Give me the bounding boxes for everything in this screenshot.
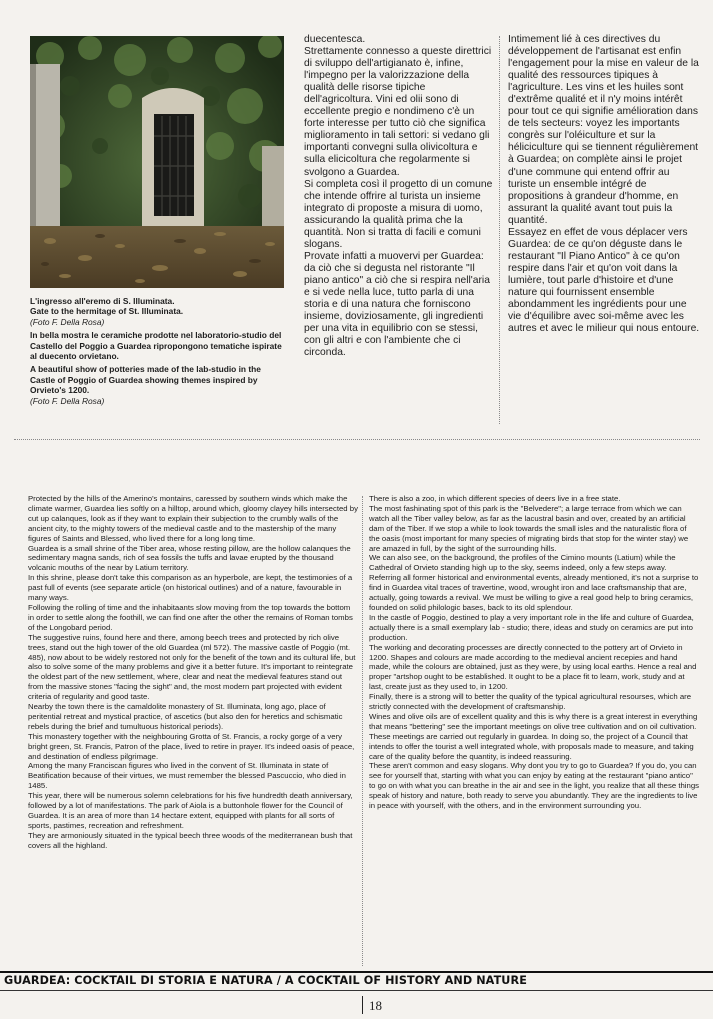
page-number-bar [362, 996, 363, 1014]
english-text-right-column [369, 494, 699, 811]
paragraph: Essayez en effet de vous déplacer vers Guardea: de ce qu'on déguste dans le restaurant "Il Piano Antico" à ce qu'on respire dans l'air et qu'on voit dans la lumière, tout parle d'histoire et d'une nature qui fournissent ensemble abondamment les ingrédients pour une vie d'équilibre avec soi-même avec les autres et avec le milieur qui nous entoure. [508, 226, 700, 335]
paragraph: The suggestive ruins, found here and there, among beech trees and protected by rich olive trees, stand out the high tower of the old Guardea (ml 572). The massive castle of Poggio (mt. 485), now about to be widely restored not only for the benefit of the town and its cultural life, but also to solve some of the many problems and give it a better future. It's important to reintegrate the oldest part of the new settlement, where, clear and neat the medieval features stand out from the massive stones "facing the sight" and, the most modern part projected with evident criteria of regularity and good taste. [28, 632, 356, 702]
paragraph: There is also a zoo, in which different species of deers live in a free state. [369, 494, 621, 503]
page-number: 18 [369, 998, 382, 1013]
caption-it-title: L'ingresso all'eremo di S. Illuminata. [30, 296, 175, 306]
hermitage-gate-photo [30, 36, 284, 288]
paragraph: Guardea is a small shrine of the Tiber area, whose resting pillow, are the hollow calanques the sedimentary magna sands, rich of sea fossils the tuffs and lavae erupted by the thousand volcanic mouths of the near by Latium territory. [28, 543, 351, 573]
caption-credit: (Foto F. Della Rosa) [30, 316, 105, 327]
paragraph: Provate infatti a muovervi per Guardea: da ciò che si degusta nel ristorante "Il piano antico" a ciò che si respira nell'aria e si vede nella luce, tutto parla di una storia e di una natura che forniscono insieme, doviziosamente, gli ingredienti per una vita in equilibrio con se stessi, con gli altri e con l'ambiente che ci circonda. [304, 250, 490, 359]
caption-en-title: Gate to the hermitage of St. Illuminata. [30, 306, 184, 317]
paragraph: These aren't common and easy slogans. Why dont you try to go to Guardea? If you do, you can see for yourself that, starting with what you can enjoy by eating at the restaurant "piano antico" to go on with what you can breathe in the air and see in the light, you realize that all these things speak of history and nature, both ready to serve you abundantly. They are the ingredients to live in peace with yourself, with the others, and in the environment surrounding you. [369, 761, 700, 811]
section-divider [14, 439, 700, 440]
paragraph: Wines and olive oils are of excellent quality and this is why there is a great interest in everything that means "bettering" see the important meetings on olive tree cultivation and on oil cultivation. [369, 711, 698, 731]
paragraph: Strettamente connesso a queste direttrici di sviluppo dell'artigianato è, infine, l'impegno per la valorizzazione della qualità delle risorse tipiche dell'agricoltura. Vini ed olii sono di eccellente pregio e nondimeno c'è un forte interesse per tutto ciò che significa miglioramento in tali settori: si vedano gli importanti convegni sulla olivicoltura e sulla elicicoltura che regolarmente si svolgono a Guardea. [304, 46, 492, 178]
caption-en-pottery: A beautiful show of potteries made of the lab-studio in the Castle of Poggio of Guardea showing themes inspired by Orvieto's 1200. [30, 364, 261, 396]
column-divider [499, 36, 500, 424]
english-text-left-column [28, 494, 358, 851]
paragraph: Protected by the hills of the Amerino's montains, caressed by southern winds which make the climate warmer, Guardea lies softly on a hilltop, around which, gloomy clayey hills intersected by cut up calanques, look as if they want to explain their subjection to the crumbly walls of the ancient city, to the mighty towers of the medieval castle and to the mastership of the many figures of Saints and Blessed, who lived there for a long long time. [28, 494, 358, 543]
italian-text-column [304, 34, 494, 359]
paragraph: Among the many Franciscan figures who lived in the convent of St. Illuminata in state of Beatification because of their virtues, we must remember the blessed Pascuccio, who died in 1485. [28, 761, 346, 791]
paragraph: Following the rolling of time and the inhabitaants slow moving from the top towards the bottom in order to settle along the foothill, we can find one after the other the remains of Roman tombs of the Longobard period. [28, 602, 353, 632]
paragraph: We can also see, on the background, the profiles of the Cimino mounts (Latium) while the Cathedral of Orvieto standing high up to the sky, seems indeed, only a few steps away. Referring all former historical and environmental events, already mentioned, it's not a surprise to find in Guardea vital traces of travertine, wood, wrought iron and lace craftsmanship that are, actually, going towards a revival. We must be willing to give a real good help to bring ceramics, founded on solid philologic bases, back to its old splendour. [369, 553, 699, 612]
caption-credit: (Foto F. Della Rosa) [30, 395, 105, 406]
french-text-column [508, 34, 700, 335]
paragraph: duecentesca. [304, 34, 366, 45]
photo-captions [30, 296, 288, 406]
paragraph: This monastery together with the neighbouring Grotta of St. Francis, a rocky gorge of a very bright green, St. Francis, Patron of the place, lived to retire in prayer. It's indeed oasis of peace, and destination of endless pilgrimage. [28, 731, 355, 761]
paragraph: The working and decorating processes are directly connected to the pottery art of Orvieto in 1200. Shapes and colours are made according to the medieval ancient recepies and hand made, while the colours are obtained, just as they were, by using local earths. Hence a real and proper "artshop ought to be established. It ought to be a place fit to learn, work, study and at last, create just as they used to, in 1200. [369, 642, 697, 692]
paragraph: They are armoniously situated in the typical beech three woods of the mediterranean bush that covers all the highland. [28, 830, 353, 850]
paragraph: These meetings are carried out regularly in guardea. In doing so, the project of a Council that intends to offer the tourist a well integrated whole, with proposals made to measure, and taking care of the quality before the quantity, is indeed reassuring. [369, 731, 694, 761]
page-banner: GUARDEA: COCKTAIL DI STORIA E NATURA / A COCKTAIL OF HISTORY AND NATURE [4, 974, 527, 987]
paragraph: In this shrine, please don't take this comparison as an hyperbole, are kept, the testimonies of a past full of events (see separate article (on historical outlines) and of a nature, favourable in many ways. [28, 573, 353, 603]
column-divider [362, 496, 363, 966]
caption-it-pottery: In bella mostra le ceramiche prodotte nel laboratorio-studio del Castello del Poggio a Guardea ripropongono tematiche ispirate al duecento orvietano. [30, 330, 282, 362]
paragraph: In the castle of Poggio, destined to play a very important role in the life and culture of Guardea, actually there is a small exemplary lab - studio; there, ideas and study on ceramics are put into production. [369, 612, 694, 642]
paragraph: The most fashinating spot of this park is the "Belvedere"; a large terrace from which we can watch all the Tiber valley below, as far as the lacustral basin and over, created by an artificial dam of the Tiber. If we stop a while to look towards the small isles and the naturalistic flora of the oasis (most important for many species of migrating birds that stop for the winter stay) we are amazed in full, by the sight of the surrounding hills. [369, 503, 689, 553]
hermitage-gate-illustration [30, 36, 284, 288]
paragraph: This year, there will be numerous solemn celebrations for his five hundredth death anniversary, followed by a lot of manifestations. The park of Aiola is a buttonhole flower for the Council of Guardea. It is an area of more than 14 hectare extent, equipped with plants for all sorts of sports, pastimes, recreation and refreshment. [28, 791, 353, 830]
banner-bottom-rule [0, 990, 713, 991]
paragraph: Intimement lié à ces directives du développement de l'artisanat est enfin l'engagement pour la mise en valeur de la qualité des ressources tipiques à l'agriculture. Les vins et les huiles sont d'extrême qualité et il n'y moins intérêt pour tout ce qui signifie amélioration dans de tels secteurs: voyez les importants congrès sur l'oléiculture et sur la héliciculture qui se tiennent régulièrement à Guardea; on complète ainsi le projet d'une commune qui entend offrir au turiste un ensemble intégré de propositions à grandeur d'homme, en assurant la qualité avant tout puis la quantité. [508, 34, 699, 226]
paragraph: Nearby the town there is the camaldolite monastery of St. Illuminata, long ago, place of peritential retreat and mystical practice, of ascetics (but also den for heretics and schismatic rebels during the brief and tumultuous historical periods). [28, 702, 343, 731]
paragraph: Finally, there is a strong will to better the quality of the typical agricultural resourses, which are strictly connected with the development of craftsmanship. [369, 692, 692, 712]
paragraph: Si completa così il progetto di un comune che intende offrire al turista un insieme integrato di proposte a misura di uomo, assicurando la qualità prima che la quantità. Non si tratta di facili e comuni slogans. [304, 178, 493, 250]
